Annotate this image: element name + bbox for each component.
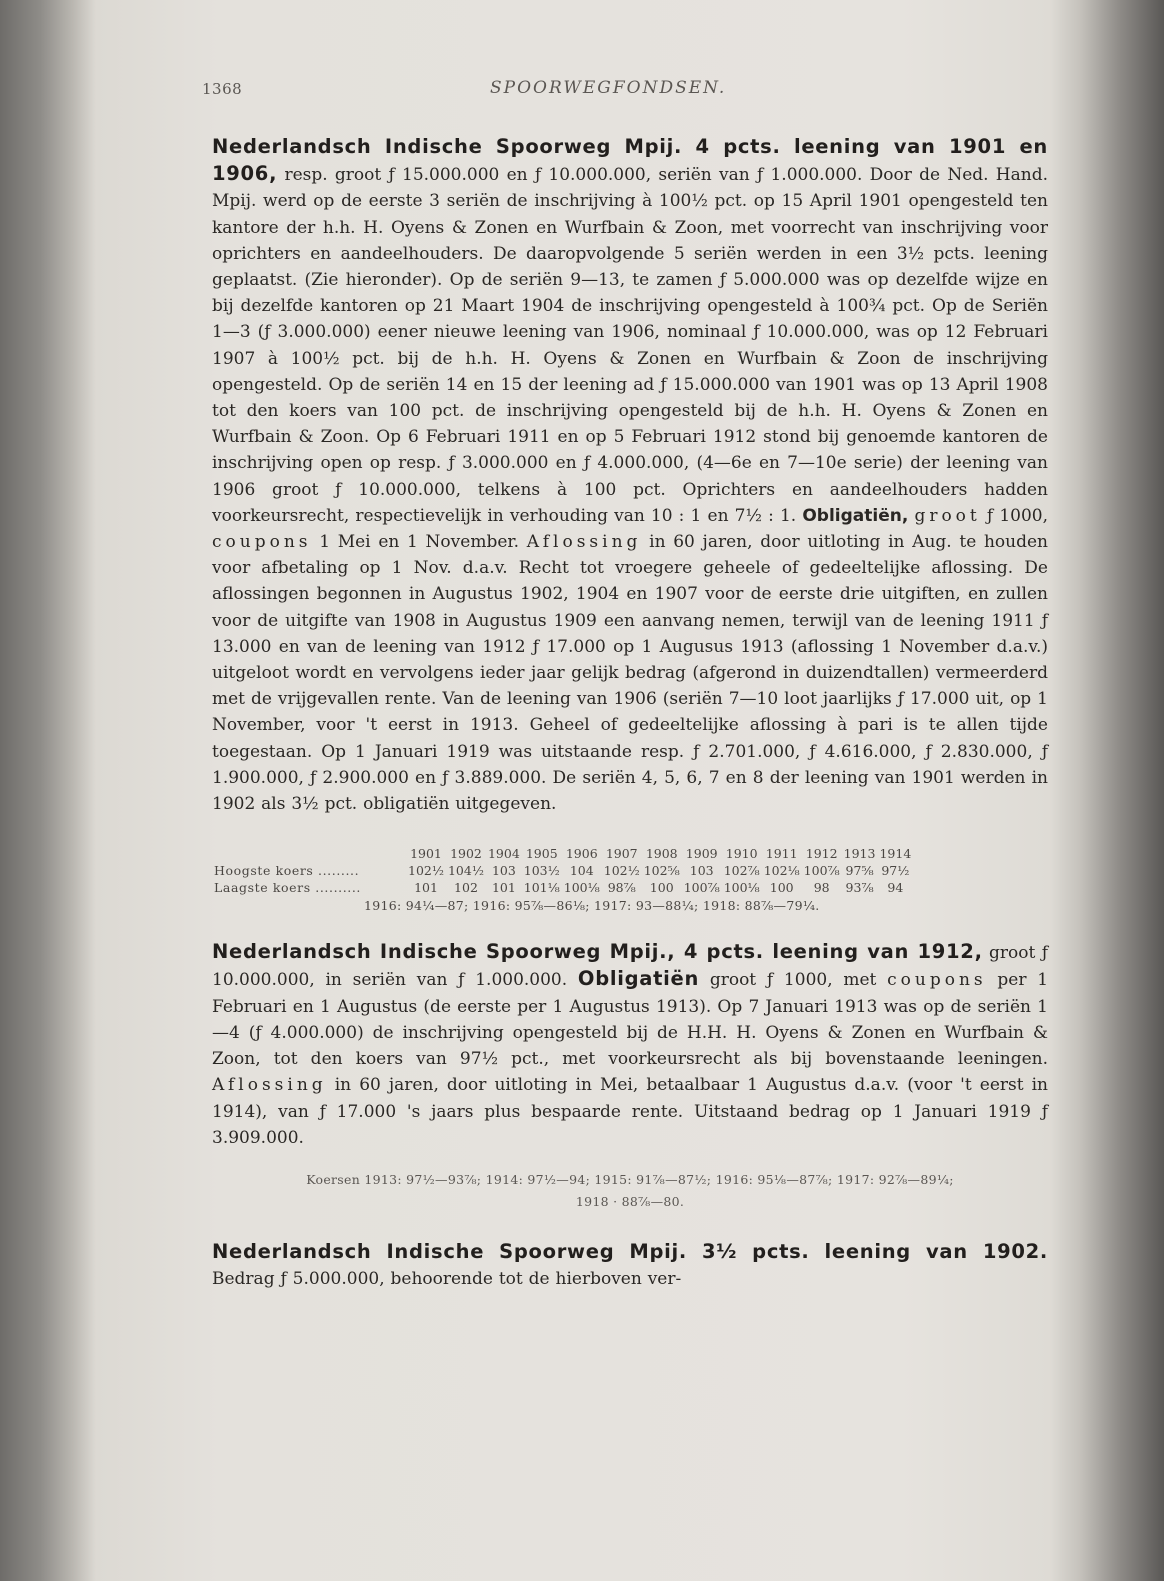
year-cell: 1912 bbox=[805, 846, 838, 862]
page-number: 1368 bbox=[202, 80, 243, 98]
table-cell: 104½ bbox=[447, 863, 484, 879]
running-header bbox=[202, 68, 1048, 108]
year-cell: 1909 bbox=[685, 846, 718, 862]
year-cell: 1905 bbox=[525, 846, 558, 862]
section-paragraph bbox=[212, 939, 1048, 1151]
table-cell: 101 bbox=[414, 880, 438, 896]
section-paragraph bbox=[212, 134, 1048, 817]
section-loan-1912 bbox=[212, 939, 1048, 1213]
year-cell: 1910 bbox=[725, 846, 758, 862]
emphasis-obligatien: Obligatiën bbox=[577, 967, 700, 991]
spaced-term-coupons: coupons bbox=[212, 532, 312, 553]
table-cell: 101 bbox=[491, 880, 516, 896]
body-text: groot ƒ 10.000.000, in seriën van ƒ 1.000.000. bbox=[212, 943, 1048, 991]
price-history bbox=[212, 1169, 1048, 1213]
price-range-line: 1916: 94¼—87; 1916: 95⅞—86⅛; 1917: 93—88¼; 1918: 88⅞—79¼. bbox=[364, 898, 820, 914]
spaced-term-groot: groot bbox=[914, 505, 981, 526]
body-text: Bedrag ƒ 5.000.000, behoorende tot de hierboven ver- bbox=[212, 1269, 682, 1290]
table-cell: 97⅝ bbox=[845, 863, 874, 879]
table-row-hoogste-koers bbox=[212, 862, 913, 879]
table-cell: 102 bbox=[454, 880, 478, 896]
year-cell: 1906 bbox=[565, 846, 598, 862]
running-title: SPOORWEGFONDSEN. bbox=[490, 78, 727, 98]
table-cell: 100⅛ bbox=[563, 880, 600, 896]
section-loan-1901-1906 bbox=[212, 134, 1048, 913]
table-row-laagste-koers bbox=[212, 879, 913, 896]
price-history-line: 1918 · 88⅞—80. bbox=[575, 1193, 685, 1209]
year-cell: 1901 bbox=[410, 846, 442, 862]
body-text: per 1 Februari en 1 Augustus (de eerste per 1 Augustus 1913). Op 7 Januari 1913 was op de seriën 1—4 (ƒ 4.000.000) de inschrijving opengesteld bij de H.H. H. Oyens & Zonen en Wurfbain & Zoon, tot den koers van 97½ pct., met voorkeursrecht als bij bovenstaande leeningen. bbox=[212, 970, 1049, 1070]
table-cell: 103 bbox=[491, 863, 516, 879]
body-text: in 60 jaren, door uitloting in Mei, betaalbaar 1 Augustus d.a.v. (voor 't eerst in 1914), van ƒ 17.000 's jaars plus bespaarde rente. Uitstaand bedrag op 1 Januari 1919 ƒ 3.909.000. bbox=[212, 1075, 1049, 1148]
year-cell: 1913 bbox=[843, 846, 876, 862]
year-cell: 1914 bbox=[879, 846, 912, 862]
section-loan-1902 bbox=[212, 1239, 1048, 1292]
spaced-term-aflossing: Aflossing bbox=[212, 1075, 327, 1096]
year-cell: 1908 bbox=[645, 846, 678, 862]
section-heading: Nederlandsch Indische Spoorweg Mpij., 4 pcts. leening van 1912, bbox=[212, 940, 983, 964]
emphasis-obligatien: Obligatiën, bbox=[802, 505, 909, 526]
table-cell: 102⅝ bbox=[643, 863, 680, 879]
year-cell: 1911 bbox=[765, 846, 798, 862]
year-cell: 1904 bbox=[487, 846, 520, 862]
row-label: Laagste koers .......... bbox=[214, 880, 362, 896]
spaced-term-aflossing: Aflossing bbox=[526, 532, 642, 553]
section-heading: Nederlandsch Indische Spoorweg Mpij. 3½ pcts. leening van 1902. bbox=[212, 1239, 1048, 1263]
table-cell: 100 bbox=[649, 880, 674, 896]
row-label: Hoogste koers ......... bbox=[214, 863, 360, 879]
table-cell: 94 bbox=[887, 880, 904, 896]
table-cell: 93⅞ bbox=[845, 880, 874, 896]
section-heading: Nederlandsch Indische Spoorweg Mpij. 4 pcts. leening van 1901 en 1906, bbox=[212, 135, 1048, 186]
table-cell: 102½ bbox=[408, 863, 444, 879]
body-text: ƒ 1000, bbox=[986, 505, 1048, 526]
table-header-row bbox=[212, 845, 913, 862]
table-cell: 101⅛ bbox=[523, 880, 560, 896]
table-cell: 102⅛ bbox=[763, 863, 800, 879]
table-cell: 103 bbox=[689, 863, 714, 879]
body-text: resp. groot ƒ 15.000.000 en ƒ 10.000.000, seriën van ƒ 1.000.000. Door de Ned. Hand. Mpij. werd op de eerste 3 seriën de inschrijving à 100½ pct. op 15 April 1901 opengesteld ten kantore der h.h. H. Oyens & Zonen en Wurfbain & Zoon, met voorrecht van inschrijving voor oprichters en aandeelhouders. De daaropvolgende 5 seriën werden in een 3½ pcts. leening geplaatst. (Zie hieronder). Op de seriën 9—13, te zamen ƒ 5.000.000 was op dezelfde wijze en bij dezelfde kantoren op 21 Maart 1904 de inschrijving opengesteld à 100¾ pct. Op de Seriën 1—3 (ƒ 3.000.000) eener nieuwe leening van 1906, nominaal ƒ 10.000.000, was op 12 Februari 1907 à 100½ pct. bij de h.h. H. Oyens & Zonen en Wurfbain & Zoon de inschrijving opengesteld. Op de seriën 14 en 15 der leening ad ƒ 15.000.000 van 1901 was op 13 April 1908 tot den koers van 100 pct. de inschrijving opengesteld bij de h.h. H. Oyens & Zonen en Wurfbain & Zoon. Op 6 Februari 1911 en op 5 Februari 1912 stond bij genoemde kantoren de inschrijving open op resp. ƒ 3.000.000 en ƒ 4.000.000, (4—6e en 7—10e serie) der leening van 1906 groot ƒ 10.000.000, telkens à 100 pct. Oprichters en aandeelhouders hadden voorkeursrecht, respectievelijk in verhouding van 10 : 1 en 7½ : 1. bbox=[212, 165, 1048, 526]
body-text: 1 Mei en 1 November. bbox=[319, 532, 520, 553]
year-cell: 1902 bbox=[450, 846, 482, 862]
table-cell: 103½ bbox=[523, 863, 560, 879]
table-cell: 100⅛ bbox=[723, 880, 760, 896]
section-paragraph bbox=[212, 1239, 1048, 1292]
spaced-term-coupons: coupons bbox=[887, 970, 987, 991]
table-cell: 100 bbox=[769, 880, 794, 896]
year-cell: 1907 bbox=[605, 846, 638, 862]
table-cell: 102½ bbox=[603, 863, 640, 879]
page-content bbox=[202, 68, 1049, 1292]
body-text: in 60 jaren, door uitloting in Aug. te houden voor afbetaling op 1 Nov. d.a.v. Recht tot vroegere geheele of gedeeltelijke aflossing. De aflossingen begonnen in Augustus 1902, 1904 en 1907 voor de eerste drie uitgiften, en zullen voor de uitgifte van 1908 in Augustus 1909 een aanvang nemen, terwijl van de leening 1911 ƒ 13.000 en van de leening van 1912 ƒ 17.000 op 1 Augusus 1913 (aflossing 1 November d.a.v.) uitgeloot wordt en vervolgens ieder jaar gelijk bedrag (afgerond in duizendtallen) vermeerderd met de vrijgevallen rente. Van de leening van 1906 (seriën 7—10 loot jaarlijks ƒ 17.000 uit, op 1 November, voor 't eerst in 1913. Geheel of gedeeltelijke aflossing à pari is te allen tijde toegestaan. Op 1 Januari 1919 was uitstaande resp. ƒ 2.701.000, ƒ 4.616.000, ƒ 2.830.000, ƒ 1.900.000, ƒ 2.900.000 en ƒ 3.889.000. De seriën 4, 5, 6, 7 en 8 der leening van 1901 werden in 1902 als 3½ pct. obligatiën uitgegeven. bbox=[212, 532, 1048, 815]
table-cell: 100⅞ bbox=[803, 863, 840, 879]
table-cell: 100⅞ bbox=[683, 880, 720, 896]
table-cell: 102⅞ bbox=[723, 863, 760, 879]
price-table bbox=[212, 845, 913, 896]
body-text: groot ƒ 1000, met bbox=[709, 970, 877, 991]
table-cell: 98⅞ bbox=[607, 880, 636, 896]
table-cell: 98 bbox=[813, 880, 830, 896]
table-cell: 97½ bbox=[881, 863, 910, 879]
price-history-line: Koersen 1913: 97½—93⅞; 1914: 97½—94; 1915: 91⅞—87½; 1916: 95⅛—87⅞; 1917: 92⅞—89¼; bbox=[306, 1171, 954, 1187]
table-cell: 104 bbox=[569, 863, 594, 879]
